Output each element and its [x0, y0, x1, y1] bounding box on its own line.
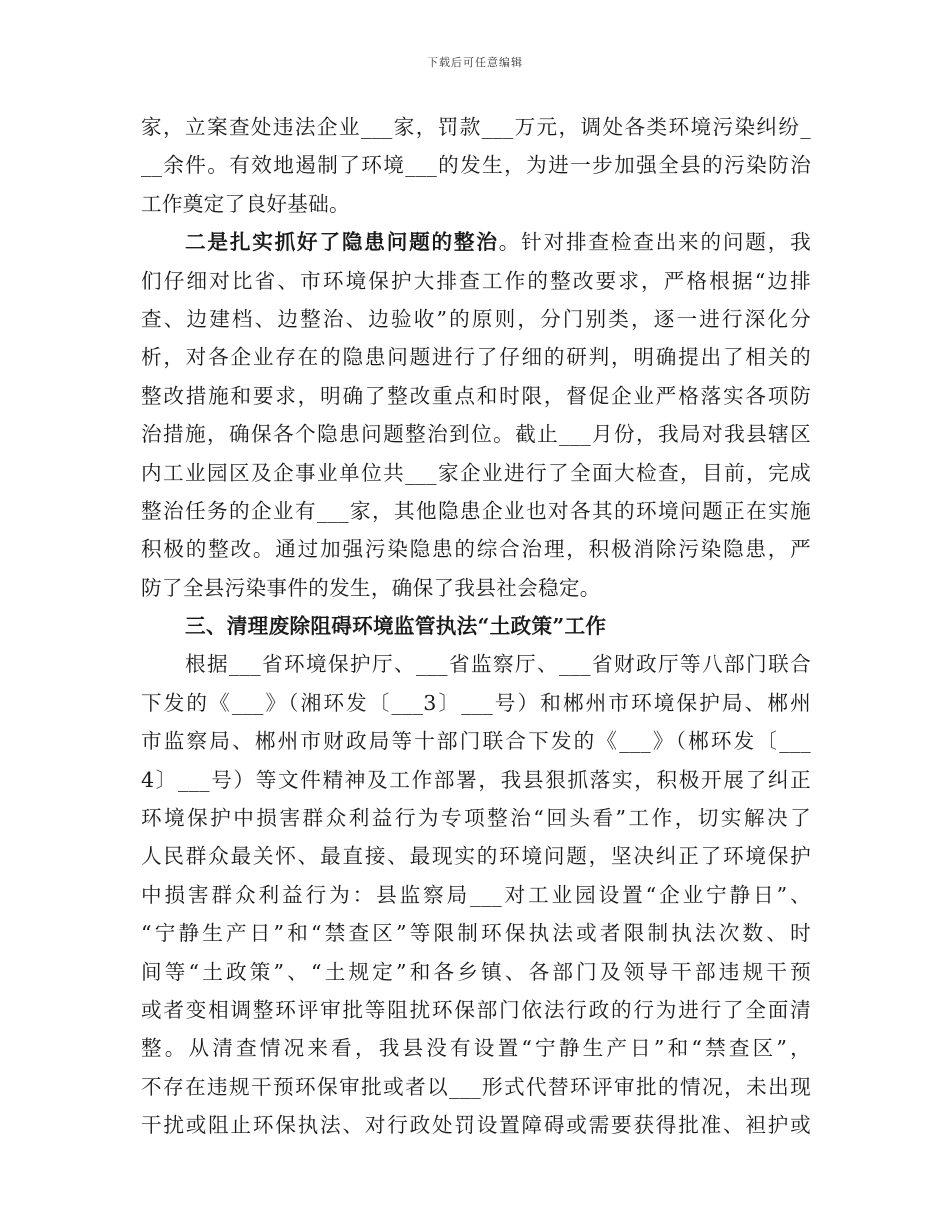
paragraph-lead-rest: 。针对排查检查出来的问题，我 [498, 230, 812, 255]
text-line: 整。从清查情况来看，我县没有设置“宁静生产日”和“禁查区”， [141, 1036, 811, 1061]
text-line: 中损害群众利益行为：县监察局___对工业园设置“企业宁静日”、 [141, 882, 811, 907]
text-line: 市监察局、郴州市财政局等十部门联合下发的《___》（郴环发〔___ [141, 729, 811, 754]
text-line: 不存在违规干预环保审批或者以___形式代替环评审批的情况，未出现 [141, 1074, 811, 1099]
text-line: 干扰或阻止环保执法、对行政处罚设置障碍或需要获得批准、袒护或 [141, 1113, 811, 1138]
text-line: “宁静生产日”和“禁查区”等限制环保执法或者限制执法次数、时 [141, 921, 811, 946]
text-line: __余件。有效地遏制了环境___的发生，为进一步加强全县的污染防治 [141, 153, 811, 178]
paragraph-first-line: 根据___省环境保护厅、___省监察厅、___省财政厅等八部门联合 [185, 652, 811, 677]
text-line: 整治任务的企业有___家，其他隐患企业也对各其的环境问题正在实施 [141, 498, 811, 523]
text-line: 人民群众最关怀、最直接、最现实的环境问题，坚决纠正了环境保护 [141, 844, 811, 869]
section-heading: 三、清理废除阻碍环境监管执法“土政策”工作 [185, 614, 607, 639]
text-line: 积极的整改。通过加强污染隐患的综合治理，积极消除污染隐患，严 [141, 537, 811, 562]
text-line: 家，立案查处违法企业___家，罚款___万元，调处各类环境污染纠纷_ [141, 115, 811, 139]
text-line: 查、边建档、边整治、边验收”的原则，分门别类，逐一进行深化分 [141, 306, 811, 331]
text-line: 或者变相调整环评审批等阻扰环保部门依法行政的行为进行了全面清 [141, 997, 811, 1022]
body-text [141, 108, 811, 1145]
text-line: 析，对各企业存在的隐患问题进行了仔细的研判，明确提出了相关的 [141, 345, 811, 370]
text-line: 下发的《___》（湘环发〔___3〕___号）和郴州市环境保护局、郴州 [141, 690, 811, 715]
text-line: 内工业园区及企事业单位共___家企业进行了全面大检查，目前，完成 [141, 460, 811, 485]
text-line: 4〕___号）等文件精神及工作部署，我县狠抓落实，积极开展了纠正 [141, 767, 811, 792]
text-line: 们仔细对比省、市环境保护大排查工作的整改要求，严格根据“边排 [141, 268, 811, 293]
text-line: 间等“土政策”、“土规定”和各乡镇、各部门及领导干部违规干预 [141, 959, 811, 984]
paragraph-lead-bold: 二是扎实抓好了隐患问题的整治 [185, 230, 499, 255]
paragraph-first-line [141, 223, 811, 261]
text-line: 工作奠定了良好基础。 [141, 191, 350, 216]
text-line: 整改措施和要求，明确了整改重点和时限，督促企业严格落实各项防 [141, 383, 811, 408]
text-line: 环境保护中损害群众利益行为专项整治“回头看”工作，切实解决了 [141, 806, 811, 831]
text-line: 治措施，确保各个隐患问题整治到位。截止___月份，我局对我县辖区 [141, 422, 811, 447]
page-header: 下载后可任意编辑 [427, 56, 523, 69]
text-line: 防了全县污染事件的发生，确保了我县社会稳定。 [141, 575, 601, 600]
